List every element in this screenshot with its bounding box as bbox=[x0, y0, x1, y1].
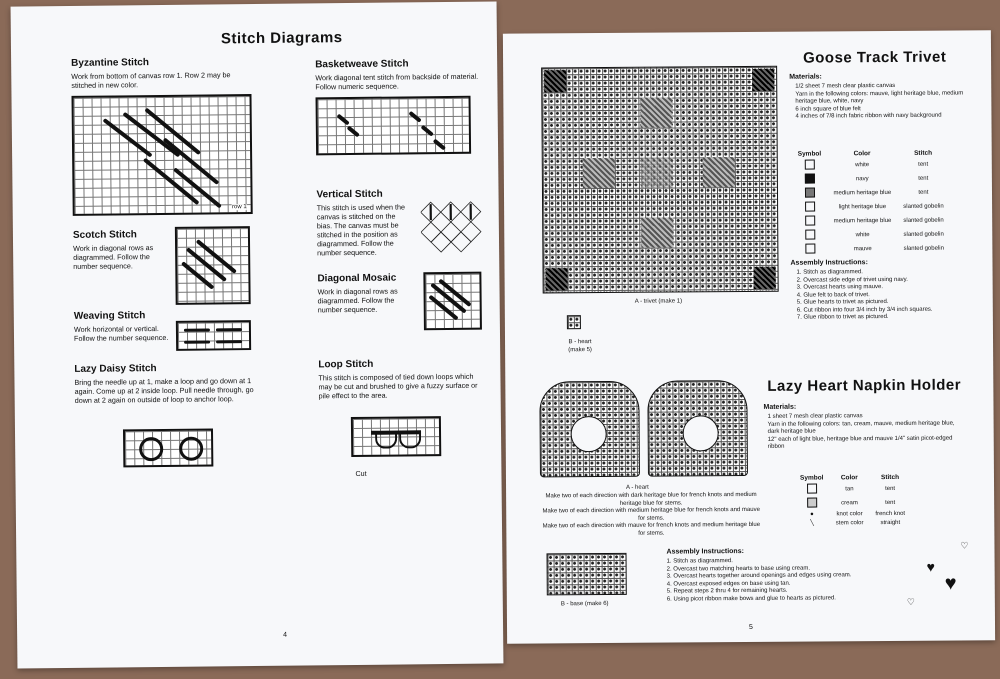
heart-notes bbox=[542, 492, 760, 539]
legend-color: stem color bbox=[835, 519, 864, 526]
legend-stitch: tent bbox=[918, 189, 929, 196]
trivet-title: Goose Track Trivet bbox=[802, 48, 947, 67]
diagonal-mosaic-text: Work in diagonal rows as diagrammed. Follow the number sequence. bbox=[317, 286, 398, 315]
napkin-assembly-heading: Assembly Instructions: bbox=[666, 548, 744, 556]
trivet-materials-heading: Materials: bbox=[789, 73, 822, 81]
basketweave-text: Work diagonal tent stitch from backside of material. Follow numeric sequence. bbox=[315, 71, 479, 92]
heart-note: Make two of each direction with mauve for french knots and medium heritage blue for stems. bbox=[542, 521, 761, 537]
legend-header: Color bbox=[840, 474, 858, 482]
legend-stitch: french knot bbox=[875, 510, 906, 518]
basketweave-diagram bbox=[316, 96, 472, 156]
napkin-materials-list bbox=[768, 413, 958, 452]
legend-color: tan bbox=[845, 486, 854, 493]
napkin-material: 1 sheet 7 mesh clear plastic canvas bbox=[767, 413, 863, 420]
napkin-step: 1. Stitch as diagrammed. bbox=[666, 558, 733, 565]
napkin-step: 6. Using picot ribbon make bows and glue to hearts as pictured. bbox=[666, 594, 836, 603]
trivet-step: 1. Stitch as diagrammed. bbox=[796, 269, 863, 276]
napkin-title: Lazy Heart Napkin Holder bbox=[767, 376, 962, 395]
legend-stitch: slanted gobelin bbox=[903, 217, 944, 224]
trivet-caption-b: B - heart (make 5) bbox=[568, 339, 592, 353]
legend-header: Symbol bbox=[799, 474, 824, 482]
napkin-material: Yarn in the following colors: tan, cream, mauve, medium heritage blue, dark heritage blue bbox=[767, 420, 955, 435]
heart-note: Make two of each direction with dark heritage blue for french knots and medium heritage blue for stems. bbox=[545, 491, 757, 507]
heart-note: Make two of each direction with medium heritage blue for french knots and mauve for stems. bbox=[542, 506, 760, 522]
base-diagram bbox=[547, 553, 627, 596]
legend-stitch: tent bbox=[918, 161, 929, 168]
trivet-material: 4 inches of 7/8 inch fabric ribbon with navy background bbox=[795, 112, 942, 120]
lazy-daisy-diagram bbox=[123, 428, 213, 467]
trivet-step: 3. Overcast hearts using mauve. bbox=[796, 284, 884, 291]
legend-stitch: slanted gobelin bbox=[903, 231, 944, 238]
right-page bbox=[503, 30, 995, 643]
napkin-step: 4. Overcast exposed edges on base using tan. bbox=[666, 580, 791, 588]
byzantine-diagram bbox=[71, 94, 252, 216]
legend-color: cream bbox=[841, 500, 858, 507]
heart-icon: ♥ bbox=[926, 558, 935, 575]
heart-diagram-right bbox=[647, 380, 748, 477]
napkin-step: 2. Overcast two matching hearts to base using cream. bbox=[666, 565, 811, 573]
page-number: 4 bbox=[283, 631, 288, 639]
legend-color: white bbox=[855, 162, 870, 169]
vertical-heading: Vertical Stitch bbox=[316, 188, 383, 201]
page-number: 5 bbox=[749, 623, 753, 632]
loop-text: This stitch is composed of tied down loops which may be cut and brushed to give a fuzzy surface or pile effect to the area. bbox=[318, 371, 478, 401]
weaving-diagram bbox=[176, 320, 251, 351]
legend-color: mauve bbox=[853, 246, 872, 253]
legend-stitch: tent bbox=[885, 485, 896, 493]
lazy-daisy-text: Bring the needle up at 1, make a loop and go down at 1 again. Come up at 2 inside loop. Pull needle through, go down at 2 again on outside of loop to anchor loop. bbox=[74, 376, 254, 405]
heart-diagram-left bbox=[539, 381, 640, 478]
trivet-material: Yarn in the following colors: mauve, light heritage blue, medium heritage blue, white, navy bbox=[795, 89, 964, 105]
trivet-caption-a: A - trivet (make 1) bbox=[634, 298, 683, 305]
heart-icon: ♥ bbox=[944, 572, 957, 595]
legend-header: Stitch bbox=[880, 473, 900, 482]
trivet-material: 6 inch square of blue felt bbox=[795, 105, 861, 113]
left-page bbox=[11, 1, 504, 668]
basketweave-heading: Basketweave Stitch bbox=[315, 58, 409, 71]
byzantine-heading: Byzantine Stitch bbox=[71, 57, 149, 69]
heart-outline-icon: ♡ bbox=[960, 540, 969, 551]
legend-color: medium heritage blue bbox=[833, 190, 892, 197]
scotch-text: Work in diagonal rows as diagrammed. Follow the number sequence. bbox=[73, 243, 154, 271]
legend-header: Color bbox=[853, 150, 871, 158]
legend-stitch: slanted gobelin bbox=[903, 203, 944, 210]
trivet-step: 2. Overcast side edge of trivet using navy. bbox=[796, 276, 908, 284]
legend-color: navy bbox=[855, 176, 869, 183]
heart-b-diagram bbox=[567, 315, 581, 329]
legend-stitch: straight bbox=[880, 519, 901, 526]
legend-header: Stitch bbox=[914, 149, 933, 157]
trivet-diagram bbox=[541, 66, 779, 294]
trivet-step: 6. Cut ribbon into four 3/4 inch by 3/4 inch squares. bbox=[796, 306, 933, 314]
legend-color: knot color bbox=[836, 511, 863, 518]
trivet-step: 5. Glue hearts to trivet as pictured. bbox=[796, 299, 889, 306]
cut-label: Cut bbox=[355, 468, 367, 478]
scotch-diagram bbox=[175, 226, 251, 305]
heart-outline-icon: ♡ bbox=[906, 596, 915, 607]
trivet-materials-list bbox=[795, 82, 975, 121]
byzantine-text: Work from bottom of canvas row 1. Row 2 may be stitched in new color. bbox=[71, 70, 231, 90]
legend-color: white bbox=[855, 232, 870, 239]
trivet-step: 7. Glue ribbon to trivet as pictured. bbox=[796, 314, 889, 321]
diagonal-mosaic-heading: Diagonal Mosaic bbox=[317, 272, 397, 285]
napkin-caption-a: A - heart bbox=[626, 484, 649, 491]
trivet-assembly-list bbox=[797, 268, 987, 322]
legend-stitch: slanted gobelin bbox=[903, 245, 944, 252]
row-label: row 1 bbox=[231, 204, 247, 211]
trivet-legend bbox=[792, 149, 950, 257]
page-title: Stitch Diagrams bbox=[220, 29, 343, 48]
trivet-material: 1/2 sheet 7 mesh clear plastic canvas bbox=[795, 82, 896, 90]
diagonal-mosaic-diagram bbox=[423, 272, 482, 331]
legend-stitch: tent bbox=[885, 499, 896, 507]
weaving-heading: Weaving Stitch bbox=[73, 310, 146, 322]
base-caption: B - base (make 6) bbox=[560, 600, 609, 608]
legend-header: Symbol bbox=[797, 150, 822, 158]
napkin-assembly-list bbox=[667, 557, 907, 604]
scotch-heading: Scotch Stitch bbox=[72, 229, 137, 241]
trivet-assembly-heading: Assembly Instructions: bbox=[790, 259, 868, 267]
lazy-daisy-heading: Lazy Daisy Stitch bbox=[74, 363, 157, 375]
weaving-text: Work horizontal or vertical. Follow the number sequence. bbox=[73, 324, 169, 343]
napkin-materials-heading: Materials: bbox=[763, 403, 797, 411]
vertical-diagram bbox=[421, 200, 484, 259]
loop-diagram bbox=[351, 416, 441, 457]
napkin-legend: Symbol Color Stitch tan tent cream tent ● knot color french knot ╲ stem color straight bbox=[794, 473, 911, 528]
legend-color: medium heritage blue bbox=[833, 218, 892, 225]
loop-heading: Loop Stitch bbox=[318, 358, 374, 371]
vertical-text: This stitch is used when the canvas is stitched on the bias. The canvas must be stitched in the position as diagrammed. Follow the number sequence. bbox=[316, 202, 406, 258]
legend-color: light heritage blue bbox=[838, 204, 887, 211]
legend-stitch: tent bbox=[918, 175, 929, 182]
napkin-step: 3. Overcast hearts together around openings and edges using cream. bbox=[666, 572, 852, 580]
trivet-step: 4. Glue felt to back of trivet. bbox=[796, 291, 870, 299]
napkin-material: 12" each of light blue, heritage blue and mauve 1/4" satin picot-edged ribbon bbox=[767, 435, 953, 450]
napkin-step: 5. Repeat steps 2 thru 4 for remaining hearts. bbox=[666, 587, 788, 595]
